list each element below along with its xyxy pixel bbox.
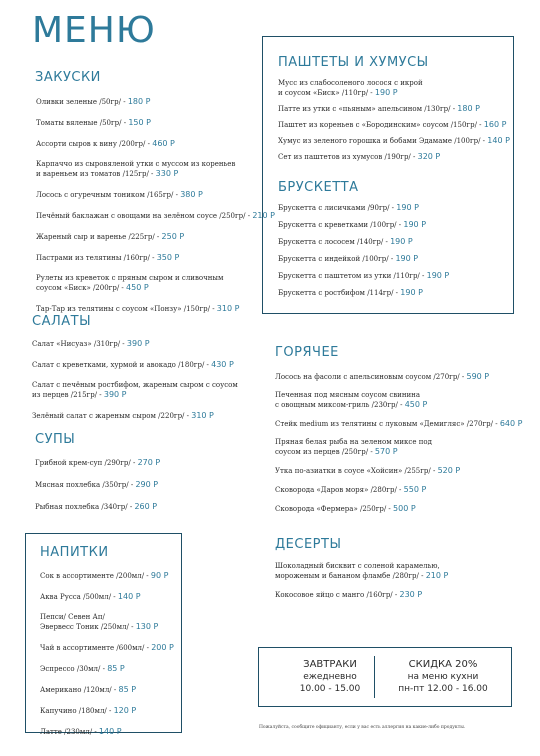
menu-item <box>278 237 498 247</box>
menu-item-line <box>278 104 513 114</box>
menu-item-name-line: Печенная под мясным соусом свинина <box>275 391 421 399</box>
menu-item-name-line: Пепси/ Севен Ап/ <box>40 613 105 621</box>
menu-item-line <box>40 571 180 581</box>
menu-item <box>275 419 523 429</box>
menu-item-name: Лосось с огуречным тоником /165гр/ - <box>36 191 178 199</box>
menu-item-name: Томаты вяленые /50гр/ - <box>36 119 127 127</box>
menu-item-price: 260 Р <box>134 502 158 511</box>
menu-item-line <box>278 271 498 281</box>
menu-item-price: 190 Р <box>374 88 398 97</box>
menu-item-line <box>275 466 515 476</box>
section-title-deserty: ДЕСЕРТЫ <box>275 537 342 552</box>
section-title-brusketta: БРУСКЕТТА <box>278 180 359 195</box>
goryachee-list <box>275 372 523 523</box>
menu-item <box>36 253 266 263</box>
menu-item-name: Печёный баклажан с овощами на зелёном соусе /250гр/ - <box>36 212 251 220</box>
menu-item-price: 350 Р <box>156 253 180 262</box>
salaty-list <box>32 339 262 432</box>
menu-item-price: 140 Р <box>487 136 510 145</box>
menu-item-name: Брускетта с паштетом из утки /110гр/ - <box>278 272 425 280</box>
menu-item-price: 140 Р <box>117 592 141 601</box>
menu-item-price: 160 Р <box>483 120 507 129</box>
menu-item-name: Сковорода «Даров моря» /280гр/ - <box>275 486 402 494</box>
menu-item <box>36 304 266 314</box>
menu-item-price: 180 Р <box>457 104 480 113</box>
menu-item-line <box>278 152 513 162</box>
menu-item-price: 210 Р <box>252 211 275 220</box>
menu-item-price: 450 Р <box>404 400 428 409</box>
section-title-zakuski: ЗАКУСКИ <box>35 70 101 85</box>
menu-item-line <box>32 360 262 370</box>
discount-title: СКИДКА 20% <box>408 659 478 670</box>
menu-item-name: Грибной крем-суп /290гр/ - <box>35 459 136 467</box>
menu-item-line <box>278 136 513 146</box>
menu-item-line <box>32 339 262 349</box>
menu-item-price: 210 Р <box>425 571 449 580</box>
menu-item-name: Салат с креветками, хурмой и авокадо /180гр/ - <box>32 361 209 369</box>
menu-item-price: 90 Р <box>150 571 169 580</box>
menu-item <box>278 120 513 130</box>
menu-item-name: с овощным миксом-гриль /230гр/ - <box>275 401 403 409</box>
menu-item <box>32 360 262 370</box>
menu-item-line <box>278 88 513 98</box>
menu-item-name: Оливки зеленые /50гр/ - <box>36 98 126 106</box>
menu-item-price: 320 Р <box>417 152 441 161</box>
menu-item-line <box>278 237 498 247</box>
menu-item-name: Латте /230мл/ - <box>40 728 97 736</box>
menu-item <box>278 79 513 98</box>
menu-item-line <box>35 458 235 468</box>
menu-item-line <box>275 571 515 581</box>
menu-item <box>35 458 235 468</box>
menu-item-line <box>275 590 515 600</box>
menu-item-name: Сок в ассортименте /200мл/ - <box>40 572 149 580</box>
menu-item <box>278 271 498 281</box>
menu-item-price: 330 Р <box>155 169 179 178</box>
menu-item <box>36 139 266 149</box>
menu-item-line <box>36 118 266 128</box>
menu-item <box>35 480 235 490</box>
menu-item <box>40 592 180 602</box>
menu-item-name: Сет из паштетов из хумусов /190гр/ - <box>278 153 416 161</box>
menu-item-name: Ассорти сыров к вину /200гр/ - <box>36 140 150 148</box>
menu-item <box>275 504 515 514</box>
napitki-list <box>40 571 180 748</box>
menu-item-line <box>36 190 266 200</box>
menu-item-line <box>36 169 266 179</box>
menu-item-name: Брускетта с индейкой /100гр/ - <box>278 255 394 263</box>
menu-item-name-line: Карпаччо из сыровяленой утки с муссом из кореньев <box>36 160 236 168</box>
menu-item-line <box>278 288 498 298</box>
menu-item <box>40 706 180 716</box>
menu-item-name-line: Салат с печёным ростбифом, жареным сыром с соусом <box>32 381 238 389</box>
menu-item-line <box>40 727 180 737</box>
menu-item-price: 310 Р <box>191 411 214 420</box>
section-title-supy: СУПЫ <box>35 432 76 447</box>
menu-item-price: 85 Р <box>118 685 137 694</box>
menu-item-price: 270 Р <box>137 458 161 467</box>
menu-item <box>278 203 498 213</box>
menu-item-price: 460 Р <box>152 139 175 148</box>
breakfast-time: 10.00 - 15.00 <box>299 684 361 694</box>
menu-item-price: 640 Р <box>499 419 523 428</box>
menu-item-name: Паштет из кореньев с «Бородинским» соусом /150гр/ - <box>278 121 482 129</box>
menu-item-price: 520 Р <box>437 466 461 475</box>
menu-item-line <box>32 411 262 421</box>
menu-item-price: 180 Р <box>127 97 151 106</box>
menu-item-name: мороженым и бананом фламбе /280гр/ - <box>275 572 424 580</box>
menu-item-name: соусом «Биск» /200гр/ - <box>36 284 124 292</box>
menu-item-line <box>36 139 266 149</box>
menu-item-name: Мясная похлебка /350гр/ - <box>35 481 134 489</box>
menu-item-line <box>275 485 515 495</box>
deserty-list <box>275 562 515 609</box>
menu-item <box>278 152 513 162</box>
menu-item <box>40 664 180 674</box>
menu-item <box>40 727 180 737</box>
menu-item-name: из перцев /215гр/ - <box>32 391 102 399</box>
menu-item-price: 190 Р <box>395 254 419 263</box>
menu-item-name: Зелёный салат с жареным сыром /220гр/ - <box>32 412 189 420</box>
menu-item <box>278 136 513 146</box>
menu-item-line <box>40 592 180 602</box>
menu-item-line <box>40 685 180 695</box>
breakfast-title: ЗАВТРАКИ <box>303 659 357 670</box>
menu-item <box>275 562 515 581</box>
breakfast-subtitle: ежедневно <box>303 672 357 682</box>
menu-item-name: Утка по-азиатки в соусе «Хойсин» /255гр/ - <box>275 467 436 475</box>
menu-item-name: Брускетта с лососем /140гр/ - <box>278 238 388 246</box>
menu-item-price: 450 Р <box>126 283 149 292</box>
menu-item <box>32 339 262 349</box>
menu-item-price: 130 Р <box>135 622 159 631</box>
menu-item-line <box>278 120 513 130</box>
pashtety-list <box>278 79 513 168</box>
menu-item-price: 150 Р <box>128 118 151 127</box>
menu-item-name: Салат «Нисуаз» /310гр/ - <box>32 340 125 348</box>
supy-list <box>35 458 235 524</box>
menu-item-line <box>36 232 266 242</box>
discount-block <box>378 659 508 695</box>
menu-item <box>36 274 266 293</box>
menu-item <box>36 118 266 128</box>
menu-item-name: Кокосовое яйцо с манго /160гр/ - <box>275 591 398 599</box>
menu-item-price: 380 Р <box>180 190 203 199</box>
menu-item-line <box>40 622 180 632</box>
menu-item-price: 190 Р <box>396 203 419 212</box>
menu-item <box>32 381 262 400</box>
menu-item-name: Лосось на фасоли с апельсиновым соусом /270гр/ - <box>275 373 465 381</box>
menu-item <box>36 211 275 221</box>
menu-item <box>40 685 180 695</box>
menu-item-name: Чай в ассортименте /600мл/ - <box>40 644 149 652</box>
menu-item <box>278 254 498 264</box>
menu-item-line <box>275 372 515 382</box>
menu-item-name: Пастрами из телятины /160гр/ - <box>36 254 155 262</box>
menu-item-name: Эвервесс Тоник /250мл/ - <box>40 623 134 631</box>
menu-item-name: Жареный сыр и варенье /225гр/ - <box>36 233 160 241</box>
menu-item-name: и вареньем из томатов /125гр/ - <box>36 170 154 178</box>
breakfast-block <box>290 659 370 695</box>
menu-item-price: 390 Р <box>126 339 150 348</box>
section-title-pashtety: ПАШТЕТЫ И ХУМУСЫ <box>278 55 429 70</box>
menu-item-price: 190 Р <box>390 237 413 246</box>
menu-item-price: 190 Р <box>403 220 427 229</box>
menu-item-price: 250 Р <box>161 232 185 241</box>
section-title-salaty: САЛАТЫ <box>32 314 92 329</box>
menu-item-line <box>36 211 275 221</box>
menu-item <box>40 571 180 581</box>
menu-item-price: 550 Р <box>403 485 427 494</box>
menu-item-price: 570 Р <box>374 447 398 456</box>
menu-item <box>275 590 515 600</box>
menu-item-name: Эспрессо /30мл/ - <box>40 665 105 673</box>
menu-item-price: 85 Р <box>107 664 125 673</box>
menu-item-line <box>275 447 515 457</box>
menu-item-price: 120 Р <box>113 706 137 715</box>
section-title-goryachee: ГОРЯЧЕЕ <box>275 345 339 360</box>
allergy-footnote: Пожалуйста, сообщите официанту, если у вас есть аллергия на какие-либо продукты. <box>259 725 466 730</box>
menu-item-line <box>40 664 180 674</box>
menu-item-name: и соусом «Биск» /110гр/ - <box>278 89 373 97</box>
menu-item-line <box>40 706 180 716</box>
menu-item-name: Брускетта с лисичками /90гр/ - <box>278 204 395 212</box>
menu-item-name-line: Пряная белая рыба на зеленом миксе под <box>275 438 432 446</box>
menu-item-name: соусом из перцев /250гр/ - <box>275 448 373 456</box>
menu-item-price: 230 Р <box>399 590 423 599</box>
discount-subtitle: на меню кухни <box>407 672 479 682</box>
menu-item <box>36 232 266 242</box>
menu-item-price: 430 Р <box>211 360 234 369</box>
menu-item <box>36 190 266 200</box>
menu-item <box>275 438 515 457</box>
menu-item-price: 200 Р <box>151 643 174 652</box>
menu-item <box>278 220 498 230</box>
menu-item-price: 290 Р <box>135 480 159 489</box>
promo-divider <box>374 656 375 698</box>
menu-item-price: 390 Р <box>103 390 127 399</box>
menu-item-line <box>36 253 266 263</box>
menu-item <box>32 411 262 421</box>
menu-item-line <box>36 304 266 314</box>
menu-item-name: Сковорода «Фермера» /250гр/ - <box>275 505 391 513</box>
menu-item-line <box>278 220 498 230</box>
menu-item <box>35 502 235 512</box>
menu-item-name: Хумус из зеленого горошка и бобами Эдамаме /100гр/ - <box>278 137 486 145</box>
menu-item-name-line: Шоколадный бисквит с соленой карамелью, <box>275 562 440 570</box>
menu-item-name-line: Рулеты из креветок с пряным сыром и сливочным <box>36 274 224 282</box>
menu-item-price: 310 Р <box>216 304 240 313</box>
discount-time: пн-пт 12.00 - 16.00 <box>398 684 488 694</box>
menu-item-price: 590 Р <box>466 372 490 381</box>
menu-item-line <box>35 502 235 512</box>
menu-item-name: Рыбная похлебка /340гр/ - <box>35 503 133 511</box>
menu-item-name: Брускетта с креветками /100гр/ - <box>278 221 402 229</box>
menu-item-name: Аква Русса /500мл/ - <box>40 593 116 601</box>
menu-item-name-line: Мусс из слабосоленого лосося с икрой <box>278 79 423 87</box>
menu-item-line <box>36 283 266 293</box>
menu-item-name: Стейк medium из телятины с луковым «Демигляс» /270гр/ - <box>275 420 498 428</box>
menu-item-line <box>40 643 180 653</box>
menu-item-line <box>32 390 262 400</box>
menu-item <box>36 97 266 107</box>
menu-item-name: Капучино /180мл/ - <box>40 707 112 715</box>
menu-item <box>278 104 513 114</box>
menu-item-price: 140 Р <box>98 727 122 736</box>
zakuski-list <box>36 97 275 325</box>
menu-item-name: Патте из утки с «пьяным» апельсином /130гр/ - <box>278 105 456 113</box>
menu-item-line <box>278 203 498 213</box>
menu-item-line <box>275 400 515 410</box>
section-title-napitki: НАПИТКИ <box>40 545 109 560</box>
menu-item-name: Американо /120мл/ - <box>40 686 117 694</box>
menu-item <box>40 643 180 653</box>
menu-item <box>275 391 515 410</box>
menu-item-line <box>278 254 498 264</box>
menu-item <box>275 372 515 382</box>
menu-item-price: 190 Р <box>426 271 450 280</box>
menu-item-price: 190 Р <box>400 288 423 297</box>
menu-item-line <box>35 480 235 490</box>
menu-item-line <box>275 504 515 514</box>
menu-item <box>275 466 515 476</box>
menu-item <box>40 613 180 632</box>
menu-item <box>275 485 515 495</box>
menu-item-name: Брускетта с ростбифом /114гр/ - <box>278 289 399 297</box>
menu-title: МЕНЮ <box>32 10 156 51</box>
menu-item <box>36 160 266 179</box>
menu-item-line <box>36 97 266 107</box>
menu-item <box>278 288 498 298</box>
menu-item-line <box>275 419 523 429</box>
menu-item-name: Тар-Тар из телятины с соусом «Понзу» /150гр/ - <box>36 305 215 313</box>
menu-item-price: 500 Р <box>393 504 416 513</box>
brusketta-list <box>278 203 498 305</box>
